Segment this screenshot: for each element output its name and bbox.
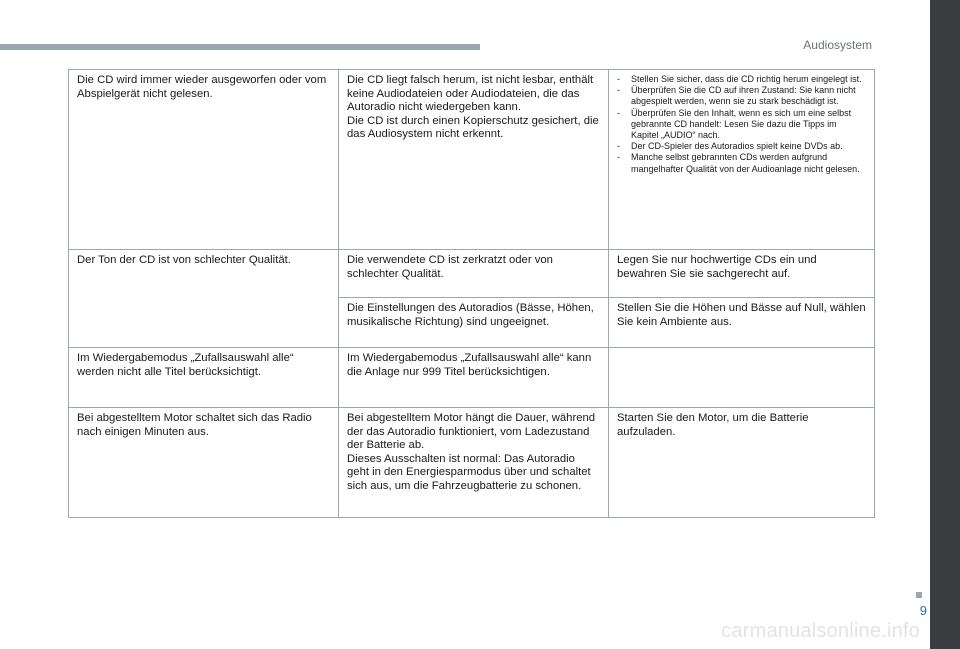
- page-marker: [916, 592, 922, 598]
- troubleshooting-table: [68, 69, 875, 518]
- page-number: 9: [919, 603, 927, 618]
- page-edge-band: [930, 0, 960, 649]
- cause-cell: Die verwendete CD ist zerkratzt oder von schlechter Qualität.: [339, 250, 609, 298]
- watermark: carmanualsonline.info: [721, 620, 920, 642]
- solution-cell: [609, 348, 875, 408]
- list-item: - Überprüfen Sie die CD auf ihren Zustand: Sie kann nicht abgespielt werden, wenn sie zu stark beschädigt ist.: [617, 85, 866, 107]
- symptom-cell: Die CD wird immer wieder ausgeworfen oder vom Abspielgerät nicht gelesen.: [69, 70, 339, 250]
- solution-cell: Legen Sie nur hochwertige CDs ein und bewahren Sie sie sachgerecht auf.: [609, 250, 875, 298]
- solution-list: [617, 74, 866, 175]
- symptom-cell: Bei abgestelltem Motor schaltet sich das Radio nach einigen Minuten aus.: [69, 408, 339, 518]
- solution-cell: Stellen Sie die Höhen und Bässe auf Null, wählen Sie kein Ambiente aus.: [609, 298, 875, 348]
- symptom-cell: Im Wiedergabemodus „Zufallsauswahl alle“ werden nicht alle Titel berücksichtigt.: [69, 348, 339, 408]
- table-row: [69, 250, 875, 298]
- list-item: - Stellen Sie sicher, dass die CD richtig herum eingelegt ist.: [617, 74, 866, 85]
- solution-cell: [609, 70, 875, 250]
- table-row: [69, 408, 875, 518]
- solution-cell: Starten Sie den Motor, um die Batterie aufzuladen.: [609, 408, 875, 518]
- list-item: - Manche selbst gebrannten CDs werden aufgrund mangelhafter Qualität von der Audioanlage nicht gelesen.: [617, 152, 866, 174]
- cause-cell: Die CD liegt falsch herum, ist nicht lesbar, enthält keine Audiodateien oder Audiodateien, die das Autoradio nicht wiedergeben kann. Die CD ist durch einen Kopierschutz gesichert, die das Audiosystem nicht erkennt.: [339, 70, 609, 250]
- list-item: - Überprüfen Sie den Inhalt, wenn es sich um eine selbst gebrannte CD handelt: Lesen Sie dazu die Tipps im Kapitel „AUDIO“ nach.: [617, 108, 866, 142]
- header-rule: [0, 44, 480, 50]
- table-row: [69, 348, 875, 408]
- table-row: [69, 70, 875, 250]
- symptom-cell: Der Ton der CD ist von schlechter Qualität.: [69, 250, 339, 348]
- cause-cell: Die Einstellungen des Autoradios (Bässe, Höhen, musikalische Richtung) sind ungeeignet.: [339, 298, 609, 348]
- cause-cell: Bei abgestelltem Motor hängt die Dauer, während der das Autoradio funktioniert, vom Ladezustand der Batterie ab. Dieses Ausschalten ist normal: Das Autoradio geht in den Energiesparmodus über und schaltet sich aus, um die Fahrzeugbatterie zu schonen.: [339, 408, 609, 518]
- cause-cell: Im Wiedergabemodus „Zufallsauswahl alle“ kann die Anlage nur 999 Titel berücksichtigen.: [339, 348, 609, 408]
- section-title: Audiosystem: [803, 38, 872, 52]
- list-item: - Der CD-Spieler des Autoradios spielt keine DVDs ab.: [617, 141, 866, 152]
